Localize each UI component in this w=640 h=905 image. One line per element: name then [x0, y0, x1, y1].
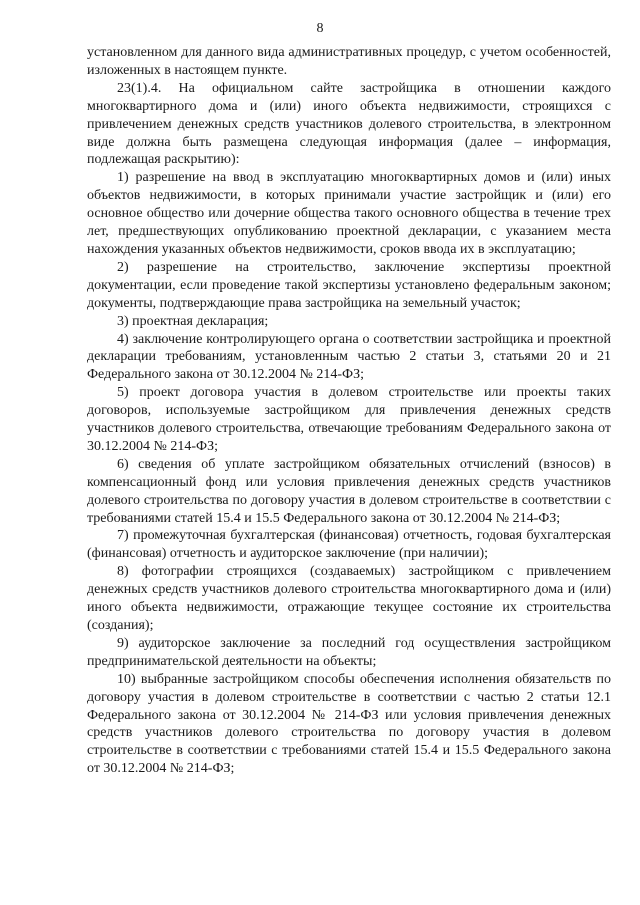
- list-item-1: 1) разрешение на ввод в эксплуатацию многоквартирных домов и (или) иных объектов недвижимости, в которых принимали участие застройщик и (или) его основное общество или дочерние общества такого основного общества в течение трех лет, предшествующих опубликованию проектной декларации, с указанием места нахождения указанных объектов недвижимости, сроков ввода их в эксплуатацию;: [87, 170, 611, 257]
- document-body: [87, 44, 611, 778]
- list-item-10: 10) выбранные застройщиком способы обеспечения исполнения обязательств по договору участия в долевом строительстве в соответствии с частью 2 статьи 12.1 Федерального закона от 30.12.2004 № 214-ФЗ или условия привлечения денежных средств участников долевого строительства по договору участия в долевом строительстве в соответствии с требованиями статей 15.4 и 15.5 Федерального закона от 30.12.2004 № 214-ФЗ;: [87, 671, 611, 777]
- list-item-5: 5) проект договора участия в долевом строительстве или проекты таких договоров, используемые застройщиком для привлечения денежных средств участников долевого строительства, отвечающие требованиям Федерального закона от 30.12.2004 № 214-ФЗ;: [87, 385, 611, 454]
- list-item-2: 2) разрешение на строительство, заключение экспертизы проектной документации, если проведение такой экспертизы установлено федеральным законом; документы, подтверждающие права застройщика на земельный участок;: [87, 259, 611, 311]
- list-item-9: 9) аудиторское заключение за последний год осуществления застройщиком предпринимательской деятельности на объекты;: [87, 635, 611, 669]
- list-item-6: 6) сведения об уплате застройщиком обязательных отчислений (взносов) в компенсационный фонд или условия привлечения денежных средств участников долевого строительства по договору участия в долевом строительстве в соответствии с требованиями статей 15.4 и 15.5 Федерального закона от 30.12.2004 № 214-ФЗ;: [87, 456, 611, 526]
- list-item-4: 4) заключение контролирующего органа о соответствии застройщика и проектной декларации требованиям, установленным частью 2 статьи 3, статьями 20 и 21 Федерального закона от 30.12.2004 № 214-ФЗ;: [87, 331, 611, 383]
- paragraph-continuation: установленном для данного вида административных процедур, с учетом особенностей, изложенных в настоящем пункте.: [87, 45, 611, 78]
- list-item-8: 8) фотографии строящихся (создаваемых) застройщиком с привлечением денежных средств участников долевого строительства многоквартирного дома и (или) иного объекта недвижимости, отражающие текущее состояние их строительства (создания);: [87, 564, 611, 633]
- paragraph-clause-23-1-4: 23(1).4. На официальном сайте застройщика в отношении каждого многоквартирного дома и (или) иного объекта недвижимости, строящихся с привлечением денежных средств участников долевого строительства, в электронном виде должна быть размещена следующая информация (далее – информация, подлежащая раскрытию):: [87, 80, 611, 168]
- page-number: 8: [316, 21, 324, 36]
- list-item-7: 7) промежуточная бухгалтерская (финансовая) отчетность, годовая бухгалтерская (финансовая) отчетность и аудиторское заключение (при наличии);: [87, 528, 611, 562]
- list-item-3: 3) проектная декларация;: [117, 313, 269, 329]
